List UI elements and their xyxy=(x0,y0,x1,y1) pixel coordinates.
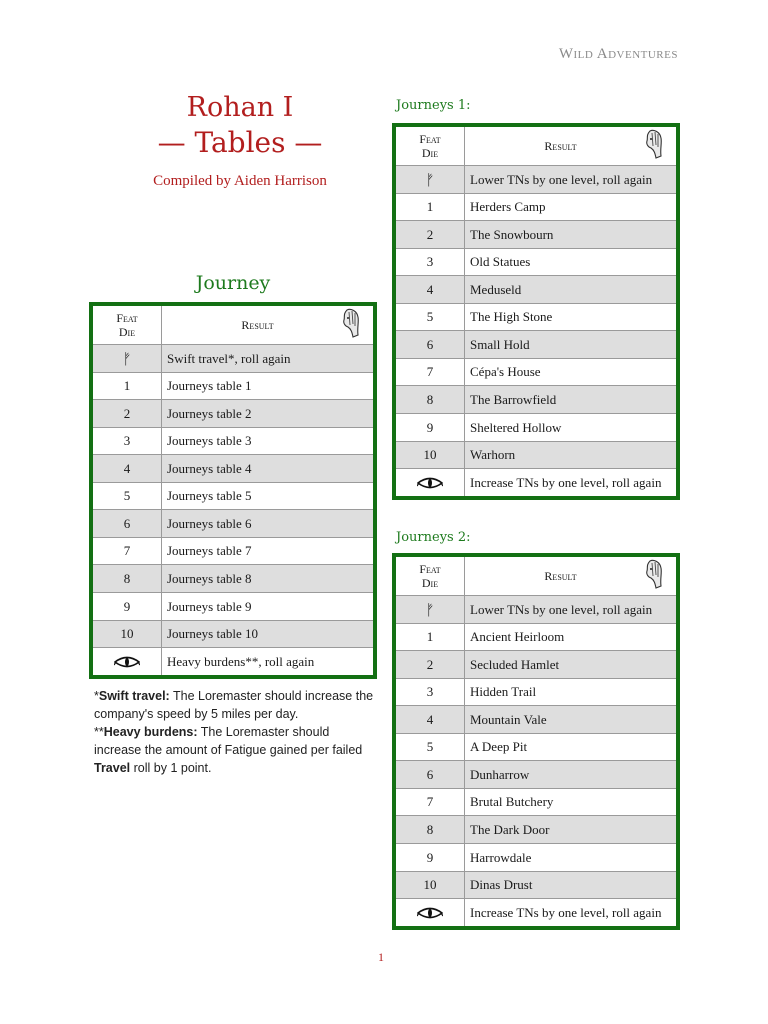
result-text: Meduseld xyxy=(470,281,522,297)
eye-icon xyxy=(93,648,162,675)
table-row xyxy=(396,220,676,248)
table-header-row xyxy=(396,557,676,595)
table-row xyxy=(93,372,373,399)
table-row xyxy=(396,413,676,441)
horse-head-icon xyxy=(341,308,361,342)
feat-die-value: 3 xyxy=(396,679,465,705)
eye-icon xyxy=(396,899,465,926)
header-feat-label: Feat xyxy=(419,562,441,576)
header-result xyxy=(465,127,676,165)
feat-die-value: 9 xyxy=(396,414,465,441)
result-text: Journeys table 1 xyxy=(167,378,252,393)
result-text: Journeys table 2 xyxy=(167,405,252,421)
feat-die-value: 1 xyxy=(93,373,162,399)
table-row xyxy=(396,248,676,275)
table-row xyxy=(93,454,373,482)
result-text: Heavy burdens**, roll again xyxy=(167,653,315,669)
result-text: Lower TNs by one level, roll again xyxy=(470,601,653,617)
result-text: Increase TNs by one level, roll again xyxy=(470,474,662,490)
feat-die-value: 2 xyxy=(93,400,162,427)
result-text: Dinas Drust xyxy=(470,877,533,892)
gandalf-rune-icon: ᚠ xyxy=(396,166,465,193)
table-row xyxy=(93,537,373,564)
table-row xyxy=(396,441,676,468)
result-text: Ancient Heirloom xyxy=(470,629,565,644)
header-feat-label: Feat xyxy=(419,132,441,146)
note-heavy-label: Heavy burdens: xyxy=(103,725,198,739)
journeys-1-table xyxy=(392,123,680,500)
table-row xyxy=(396,898,676,926)
feat-die-value: 4 xyxy=(396,276,465,303)
result-text: Harrowdale xyxy=(470,849,532,865)
table-row xyxy=(93,564,373,592)
result-text: Journeys table 3 xyxy=(167,433,252,448)
header-die-label: Die xyxy=(118,325,136,339)
result-text: Hidden Trail xyxy=(470,684,537,699)
result-text: The Dark Door xyxy=(470,821,550,837)
feat-die-value: 4 xyxy=(396,706,465,733)
table-row xyxy=(396,705,676,733)
feat-die-value: 7 xyxy=(396,789,465,815)
table-row xyxy=(93,509,373,537)
section-heading-journey: Journey xyxy=(195,272,271,294)
result-text: Journeys table 10 xyxy=(167,626,258,641)
header-feat-die xyxy=(396,557,465,595)
table-row xyxy=(396,623,676,650)
horse-head-icon xyxy=(644,559,664,593)
table-header-row xyxy=(396,127,676,165)
feat-die-value: 7 xyxy=(396,359,465,385)
header-die-label: Die xyxy=(421,576,439,590)
table-row xyxy=(396,871,676,898)
header-feat-die xyxy=(93,306,162,344)
note-travel-word: Travel xyxy=(94,761,131,775)
result-text: The Snowbourn xyxy=(470,226,554,242)
result-text: Journeys table 6 xyxy=(167,515,252,531)
feat-die-value: 2 xyxy=(396,221,465,248)
result-text: Mountain Vale xyxy=(470,711,547,727)
header-feat-die xyxy=(396,127,465,165)
result-text: Warhorn xyxy=(470,447,516,462)
header-result-label: Result xyxy=(544,138,577,153)
feat-die-value: 1 xyxy=(396,624,465,650)
journey-table xyxy=(89,302,377,679)
journeys-2-table xyxy=(392,553,680,930)
table-row xyxy=(396,468,676,496)
result-text: The Barrowfield xyxy=(470,391,557,407)
feat-die-value: 10 xyxy=(93,621,162,647)
result-text: Journeys table 5 xyxy=(167,488,252,503)
result-text: Swift travel*, roll again xyxy=(167,350,291,366)
eye-icon xyxy=(396,469,465,496)
feat-die-value: 8 xyxy=(396,386,465,413)
header-result-label: Result xyxy=(544,568,577,583)
result-text: Secluded Hamlet xyxy=(470,656,560,672)
table-row xyxy=(396,843,676,871)
horse-head-icon xyxy=(644,129,664,163)
running-header: Wild Adventures xyxy=(558,46,678,62)
author-credit: Compiled by Aiden Harrison xyxy=(153,173,327,189)
result-text: Journeys table 7 xyxy=(167,543,252,558)
note-heavy-tail: roll by 1 point. xyxy=(133,761,212,775)
table-row xyxy=(396,733,676,760)
table-heading-journeys-2: Journeys 2: xyxy=(396,530,471,545)
table-row xyxy=(396,303,676,330)
result-text: Herders Camp xyxy=(470,199,546,214)
table-row xyxy=(396,815,676,843)
feat-die-value: 5 xyxy=(93,483,162,509)
feat-die-value: 10 xyxy=(396,872,465,898)
result-text: Journeys table 8 xyxy=(167,570,252,586)
table-row xyxy=(396,760,676,788)
result-text: Lower TNs by one level, roll again xyxy=(470,171,653,187)
result-text: Dunharrow xyxy=(470,766,530,782)
note-heavy-text: The Loremaster should increase the amount of Fatigue gained per failed xyxy=(94,725,363,757)
table-row xyxy=(93,647,373,675)
table-row xyxy=(396,165,676,193)
table-row xyxy=(396,788,676,815)
page-number: 1 xyxy=(378,950,384,964)
table-row xyxy=(93,620,373,647)
table-row xyxy=(93,482,373,509)
result-text: Journeys table 9 xyxy=(167,598,252,614)
table-row xyxy=(396,193,676,220)
feat-die-value: 3 xyxy=(396,249,465,275)
document-title: Rohan I xyxy=(186,92,294,123)
result-text: Sheltered Hollow xyxy=(470,419,562,435)
feat-die-value: 10 xyxy=(396,442,465,468)
result-text: Journeys table 4 xyxy=(167,460,252,476)
gandalf-rune-icon: ᚠ xyxy=(93,345,162,372)
table-row xyxy=(396,385,676,413)
feat-die-value: 7 xyxy=(93,538,162,564)
result-text: A Deep Pit xyxy=(470,739,528,754)
feat-die-value: 5 xyxy=(396,304,465,330)
result-text: Brutal Butchery xyxy=(470,794,554,809)
table-row xyxy=(396,275,676,303)
result-text: Cépa's House xyxy=(470,364,541,379)
note-swift-text: The Loremaster should increase the company's speed by 5 miles per day. xyxy=(94,689,374,721)
feat-die-value: 9 xyxy=(396,844,465,871)
result-text: Old Statues xyxy=(470,254,531,269)
table-row xyxy=(93,399,373,427)
feat-die-value: 1 xyxy=(396,194,465,220)
feat-die-value: 9 xyxy=(93,593,162,620)
note-swift-travel: *Swift travel: The Loremaster should increase the company's speed by 5 miles per day. xyxy=(94,689,374,721)
feat-die-value: 6 xyxy=(396,761,465,788)
gandalf-rune-icon: ᚠ xyxy=(396,596,465,623)
feat-die-value: 3 xyxy=(93,428,162,454)
feat-die-value: 5 xyxy=(396,734,465,760)
table-heading-journeys-1: Journeys 1: xyxy=(396,98,471,113)
feat-die-value: 4 xyxy=(93,455,162,482)
document-subtitle: — Tables — xyxy=(157,126,323,159)
table-row xyxy=(93,344,373,372)
feat-die-value: 6 xyxy=(93,510,162,537)
header-die-label: Die xyxy=(421,146,439,160)
header-result xyxy=(465,557,676,595)
feat-die-value: 6 xyxy=(396,331,465,358)
table-row xyxy=(396,330,676,358)
note-heavy-burdens: **Heavy burdens: The Loremaster should increase the amount of Fatigue gained per failed Travel roll by 1 point. xyxy=(94,725,363,775)
table-row xyxy=(93,592,373,620)
table-row xyxy=(93,427,373,454)
feat-die-value: 2 xyxy=(396,651,465,678)
result-text: Increase TNs by one level, roll again xyxy=(470,904,662,920)
table-row xyxy=(396,678,676,705)
feat-die-value: 8 xyxy=(396,816,465,843)
table-header-row xyxy=(93,306,373,344)
table-row xyxy=(396,358,676,385)
header-feat-label: Feat xyxy=(116,311,138,325)
table-row xyxy=(396,650,676,678)
note-swift-label: Swift travel: xyxy=(98,689,170,703)
result-text: Small Hold xyxy=(470,336,530,352)
table-row xyxy=(396,595,676,623)
footnotes xyxy=(94,687,376,777)
header-result-label: Result xyxy=(241,317,274,332)
result-text: The High Stone xyxy=(470,309,553,324)
header-result xyxy=(162,306,373,344)
feat-die-value: 8 xyxy=(93,565,162,592)
